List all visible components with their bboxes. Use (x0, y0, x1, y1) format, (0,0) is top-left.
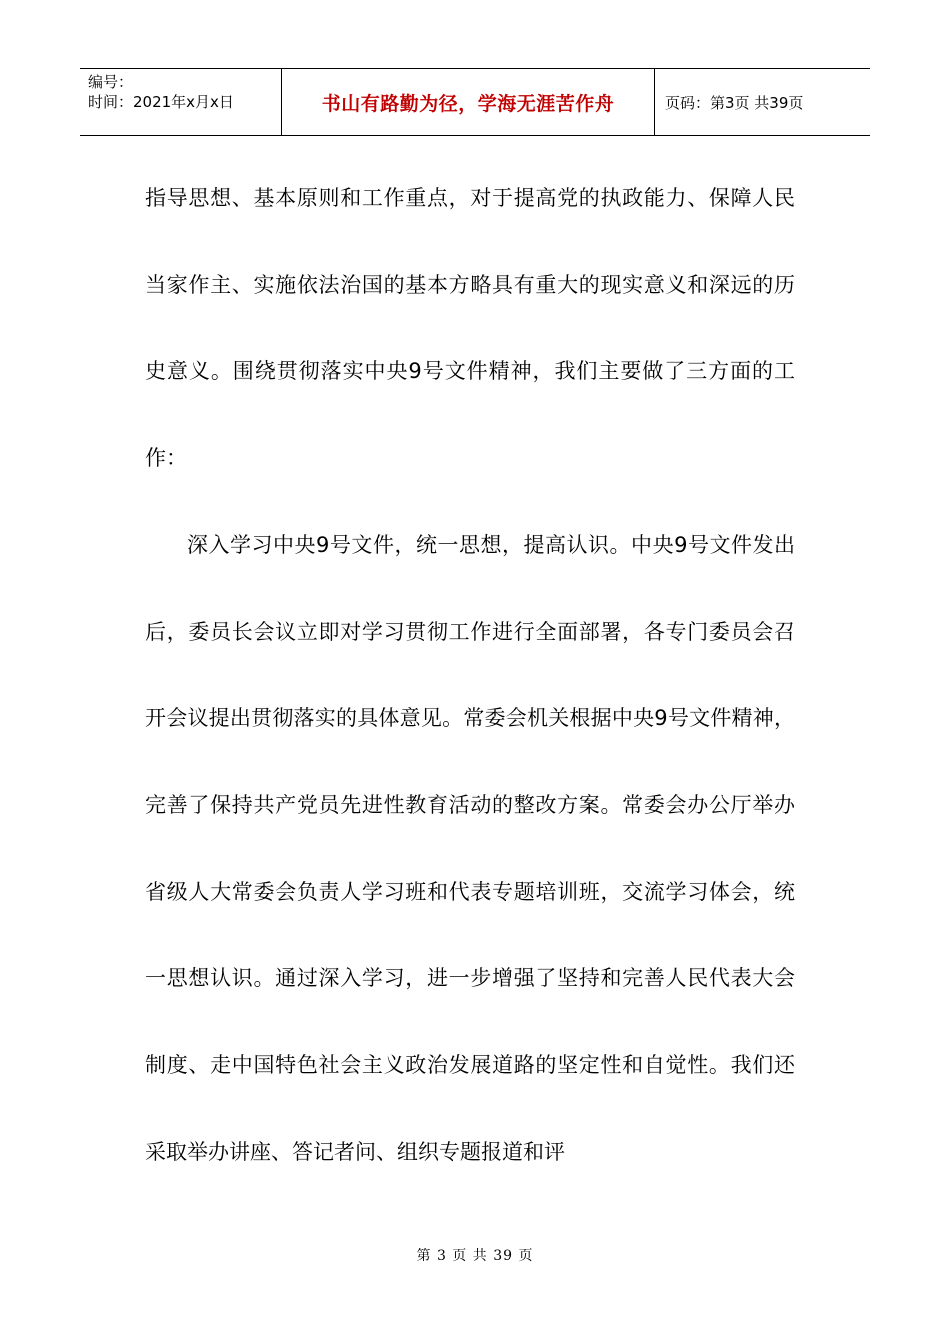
paragraph-study-document: 深入学习中央9号文件，统一思想，提高认识。中央9号文件发出后，委员长会议立即对学习贯彻工作进行全面部署，各专门委员会召开会议提出贯彻落实的具体意见。常委会机关根据中央9号文件精神，完善了保持共产党员先进性教育活动的整改方案。常委会办公厅举办省级人大常委会负责人学习班和代表专题培训班，交流学习体会，统一思想认识。通过深入学习，进一步增强了坚持和完善人民代表大会制度、走中国特色社会主义政治发展道路的坚定性和自觉性。我们还采取举办讲座、答记者问、组织专题报道和评 (145, 532, 795, 1164)
document-body (145, 155, 795, 1195)
header-number-label: 编号： (88, 73, 134, 91)
paragraph-continued: 指导思想、基本原则和工作重点，对于提高党的执政能力、保障人民当家作主、实施依法治国的基本方略具有重大的现实意义和深远的历史意义。围绕贯彻落实中央9号文件精神，我们主要做了三方面的工作： (145, 186, 795, 471)
document-header (80, 68, 870, 136)
page-footer: 第 3 页 共 39 页 (416, 1248, 534, 1264)
header-motto: 书山有路勤为径，学海无涯苦作舟 (282, 69, 655, 135)
header-time-label: 时间：2021年x月x日 (88, 93, 234, 111)
header-page-info: 页码：第3页 共39页 (665, 93, 804, 112)
header-meta (80, 69, 282, 135)
